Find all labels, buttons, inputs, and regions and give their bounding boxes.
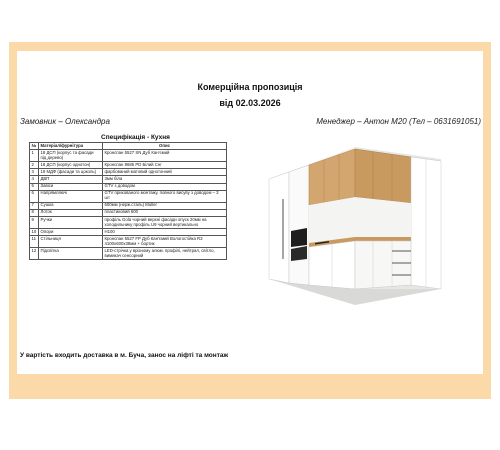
col-header-description: Опис (103, 143, 227, 150)
spec-title: Специфікація - Кухня (101, 134, 170, 141)
row-description: LED-стрічка у врізному алюм. профілі, нейтрал, світло, вимикач сенсорний (103, 248, 227, 260)
document-sheet (17, 51, 483, 374)
page-frame (9, 42, 491, 399)
row-description: GTV з доводом (103, 183, 227, 190)
row-material: Стільниця (39, 236, 103, 248)
row-material: Напрямляючі (39, 190, 103, 202)
row-num: 8 (30, 209, 39, 216)
oven (291, 228, 307, 247)
backsplash (309, 197, 411, 243)
row-material: 18 ДСП (корпус та фасади під дерево) (39, 150, 103, 162)
tall-cabinet-oven (289, 165, 309, 285)
document-date: від 02.03.2026 (219, 98, 281, 108)
table-row (30, 248, 227, 260)
table-row (30, 169, 227, 176)
table-row (30, 150, 227, 162)
row-num: 4 (30, 176, 39, 183)
row-description: Кронспан 5527 FP Дуб Кан'ємий Вологостійка R3 4100х600х38мм + бортик (103, 236, 227, 248)
table-row (30, 209, 227, 216)
row-num: 11 (30, 236, 39, 248)
row-material: Завіси (39, 183, 103, 190)
row-material: Опори (39, 229, 103, 236)
client-name: Замовник – Олександра (20, 117, 110, 126)
row-num: 10 (30, 229, 39, 236)
table-row (30, 202, 227, 209)
tall-cabinet-fridge (269, 172, 289, 283)
spec-table (29, 142, 227, 260)
row-description: Кронспан 8685 PD Білий Снг (103, 162, 227, 169)
spec-header-row (30, 143, 227, 150)
table-row (30, 229, 227, 236)
row-material: ДВП (39, 176, 103, 183)
row-material: Ручки (39, 217, 103, 229)
col-header-num: № (30, 143, 39, 150)
row-num: 2 (30, 162, 39, 169)
row-description: Н100 (103, 229, 227, 236)
row-description: Кронспан 5527 SN Дуб Кан'ємий (103, 150, 227, 162)
row-description: 600мм (нерж.сталь) Muller (103, 202, 227, 209)
col-header-material: Матеріал/фурнітура (39, 143, 103, 150)
row-material: 19 МДФ (фасади та цоколь) (39, 169, 103, 176)
manager-contact: Менеджер – Антон М20 (Тел – 0631691051) (316, 117, 481, 126)
row-description: 3мм біла (103, 176, 227, 183)
row-description: фарбований матовий однотонний (103, 169, 227, 176)
document-title: Комерційна пропозиція (197, 82, 303, 92)
table-row (30, 217, 227, 229)
row-num: 7 (30, 202, 39, 209)
table-row (30, 190, 227, 202)
row-description: профіль Gola чорний верхні фасади опуск 20мм на холодильнику профіль U9 чорний вертикально (103, 217, 227, 229)
row-description: пластиковий 600 (103, 209, 227, 216)
row-num: 5 (30, 183, 39, 190)
row-description: GTV прихованого монтажу, повного висуву з доводом – 3 шт (103, 190, 227, 202)
upper-cabinets-right (355, 149, 411, 203)
table-row (30, 183, 227, 190)
row-num: 6 (30, 190, 39, 202)
row-num: 3 (30, 169, 39, 176)
row-num: 12 (30, 248, 39, 260)
lower-cabinets-right (355, 241, 411, 289)
delivery-note: У вартість входить доставка в м. Буча, занос на ліфті та монтаж (20, 352, 229, 359)
row-material: Підсвітка (39, 248, 103, 260)
upper-cabinets-left (309, 149, 355, 205)
table-row (30, 162, 227, 169)
row-material: Сушка (39, 202, 103, 209)
table-row (30, 236, 227, 248)
row-num: 9 (30, 217, 39, 229)
table-row (30, 176, 227, 183)
kitchen-render (251, 139, 461, 307)
row-material: Лоток (39, 209, 103, 216)
row-num: 1 (30, 150, 39, 162)
row-material: 18 ДСП (корпус однотон) (39, 162, 103, 169)
